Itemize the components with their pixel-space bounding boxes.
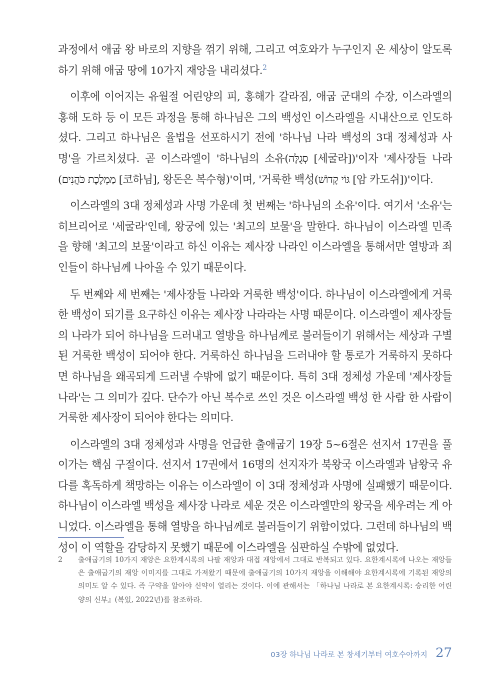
running-footer bbox=[271, 646, 452, 661]
footnote-number: 2 bbox=[58, 555, 63, 564]
paragraph: 두 번째와 세 번째는 '제사장들 나라와 거룩한 백성'이다. 하나님이 이스라엘에게 거룩한 백성이 되기를 요구하신 이유는 제사장 나라라는 사명 때문이다. 이스라엘이 제사장들의 나라가 되어 하나님을 드러내고 열방을 하나님께로 불러들이기 위해서는 세상과 구별된 거룩한 백성이 되어야 한다. 거룩하신 하나님을 드러내야 할 통로가 거룩하지 못하다면 하나님을 왜곡되게 드러낼 수밖에 없기 때문이다. 특히 3대 정체성 가운데 '제사장들 나라'는 그 의미가 깊다. 단수가 아닌 복수로 쓰인 것은 이스라엘 백성 한 사람 한 사람이 거룩한 제사장이 되어야 한다는 의미다. bbox=[58, 288, 452, 425]
footnote-reference: 2 bbox=[262, 63, 267, 72]
paragraph-text: 과정에서 애굽 왕 바로의 지향을 꺾기 위해, 그리고 여호와가 누구인지 온 세상이 알도록 하기 위해 애굽 땅에 10가지 재앙을 내리셨다. bbox=[58, 44, 452, 77]
paragraph: 이후에 이어지는 유월절 어린양의 피, 홍해가 갈라짐, 애굽 군대의 수장, 이스라엘의 홍해 도하 등 이 모든 과정을 통해 하나님은 그의 백성인 이스라엘을 시내산으로 인도하셨다. 그리고 하나님은 율법을 선포하시기 전에 '하나님 나라 백성의 3대 정체성과 사명'을 가르치셨다. 곧 이스라엘이 '하나님의 소유(סְגֻלָּה [세굴라])'이자 '제사장들 나라(מַמְלֶכֶת כֹּהֲנִים [코하님], 왕돈은 복수형)'이며, '거룩한 백성(גּוֹי קָדוֹשׁ [암 카도쉬])'이다. bbox=[58, 91, 452, 186]
body-text bbox=[58, 40, 452, 564]
chapter-title: 03장 하나님 나라로 본 창세기부터 여호수아까지 bbox=[270, 650, 428, 659]
paragraph: 이스라엘의 3대 정체성과 사명을 언급한 출애굽기 19장 5~6절은 선지서 17권을 풀이가는 핵심 구절이다. 선지서 17권에서 16명의 선지자가 북왕국 이스라엘과 남왕국 유다를 혹독하게 책망하는 이유는 이스라엘이 이 3대 정체성과 사명에 실패했기 때문이다. 하나님이 이스라엘 백성을 제사장 나라로 세운 것은 이스라엘만의 왕국을 세우려는 게 아니었다. 이스라엘을 통해 열방을 하나님께로 불러들이기 위함이었다. 그런데 하나님의 백성이 이 역할을 감당하지 못했기 때문에 이스라엘을 심판하실 수밖에 없었다. bbox=[58, 438, 452, 554]
paragraph: 이스라엘의 3대 정체성과 사명 가운데 첫 번째는 '하나님의 소유'이다. 여기서 '소유'는 히브리어로 '세굴라'인데, 왕궁에 있는 '최고의 보물'을 말한다. 하나님이 이스라엘 민족을 향해 '최고의 보물'이라고 하신 이유는 제사장 나라인 이스라엘을 통해서만 열방과 죄인들이 하나님께 나아올 수 있기 때문이다. bbox=[58, 200, 452, 274]
footnote bbox=[58, 553, 452, 606]
footnote-divider bbox=[58, 537, 124, 538]
footnote-text: 출애굽기의 10가지 재앙은 요한계시록의 나팔 재앙과 대접 재앙에서 그대로 반복되고 있다. 요한계시록에 나오는 재앙들은 출애굽기의 재앙 이미지를 그대로 가져왔기 때문에 출애굽기의 10가지 재앙을 이해해야 요한계시록에 기록된 재앙의 의미도 알 수 있다. 즉 구약을 알아야 신약이 열리는 것이다. 이에 관해서는 「하나님 나라로 본 요한계시록: 승리한 어린양의 신부』(복있, 2022년)를 참조하라. bbox=[78, 555, 452, 604]
paragraph bbox=[58, 40, 452, 81]
page-number: 27 bbox=[435, 646, 452, 661]
